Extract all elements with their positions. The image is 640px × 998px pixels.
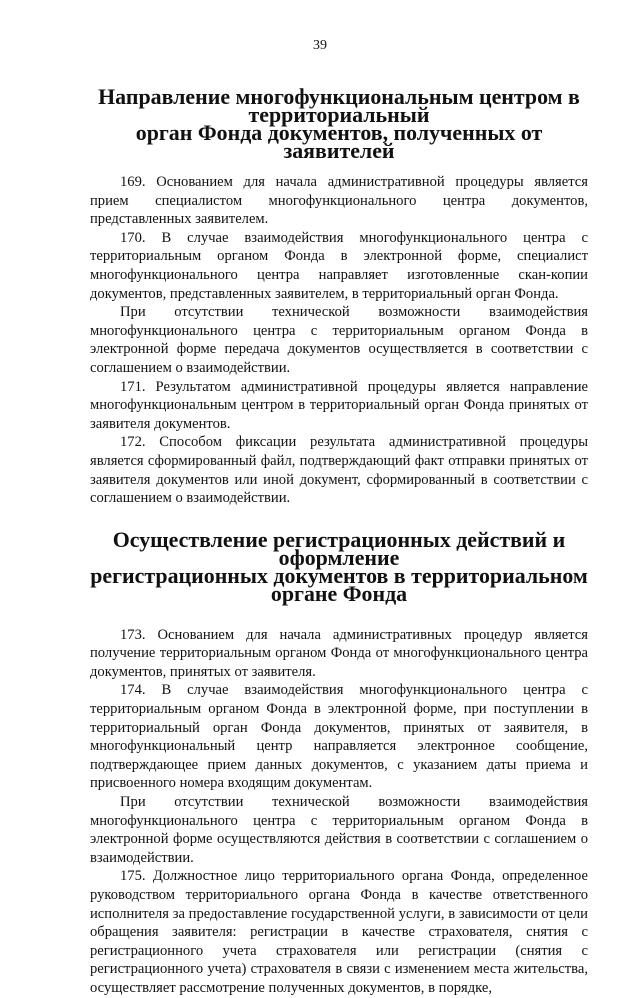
heading-line: орган Фонда документов, полученных от заявителей	[135, 120, 543, 163]
heading-line: Осуществление регистрационных действий и оформление	[112, 526, 566, 570]
paragraph-175: 175. Должностное лицо территориального органа Фонда, определенное руководством территориального органа Фонда в качестве ответственного исполнителя за предоставление государственной услуги, в зависимости от цели обращения заявителя: регистрации в качестве страхователя, снятия с регистрационного учета страхователя или регистрации (снятия с регистрационного учета) страхователя в связи с изменением места жительства, осуществляет рассмотрение полученных документов, в порядке,	[90, 868, 588, 996]
paragraph-172: 172. Способом фиксации результата административной процедуры является сформированный файл, подтверждающий факт отправки принятых от заявителя документов или иной документ, сформированный в соответствии с соглашением о взаимодействии.	[90, 434, 588, 507]
paragraph-169: 169. Основанием для начала административной процедуры является прием специалистом многофункционального центра документов, представленных заявителем.	[90, 174, 588, 228]
heading-line: регистрационных документов в территориальном органе Фонда	[90, 562, 588, 606]
section-heading-mfc-transfer	[90, 84, 588, 163]
paragraph-170-no-capability: При отсутствии технической возможности взаимодействия многофункционального центра с территориальным органом Фонда в электронной форме передача документов осуществляется в соответствии с соглашением о взаимодействии.	[90, 304, 588, 376]
paragraph-174: 174. В случае взаимодействия многофункционального центра с территориальным органом Фонда в электронной форме, при поступлении в территориальный орган Фонда документов, принятых от заявителя, в многофункциональный центр направляется электронное сообщение, подтверждающее прием данных документов, с указанием даты приема и присвоенного номера входящим документам.	[90, 682, 588, 792]
section-heading-registration	[90, 526, 588, 606]
document-body	[90, 84, 588, 998]
paragraph-171: 171. Результатом административной процедуры является направление многофункциональным центром в территориальный орган Фонда принятых от заявителя документов.	[90, 378, 588, 432]
paragraph-170: 170. В случае взаимодействия многофункционального центра с территориальным органом Фонда в электронной форме, специалист многофункционального центра направляет изготовленные скан-копии документов, представленных заявителем, в территориальный орган Фонда.	[90, 229, 588, 302]
heading-line: Направление многофункциональным центром в территориальный	[98, 84, 580, 127]
page-number: 39	[313, 38, 327, 53]
paragraph-173: 173. Основанием для начала административных процедур является получение территориальным органом Фонда от многофункционального центра документов, принятых от заявителя.	[90, 626, 588, 680]
paragraph-174-no-capability: При отсутствии технической возможности взаимодействия многофункционального центра с территориальным органом Фонда в электронной форме осуществляются действия в соответствии с соглашением о взаимодействии.	[90, 794, 588, 866]
